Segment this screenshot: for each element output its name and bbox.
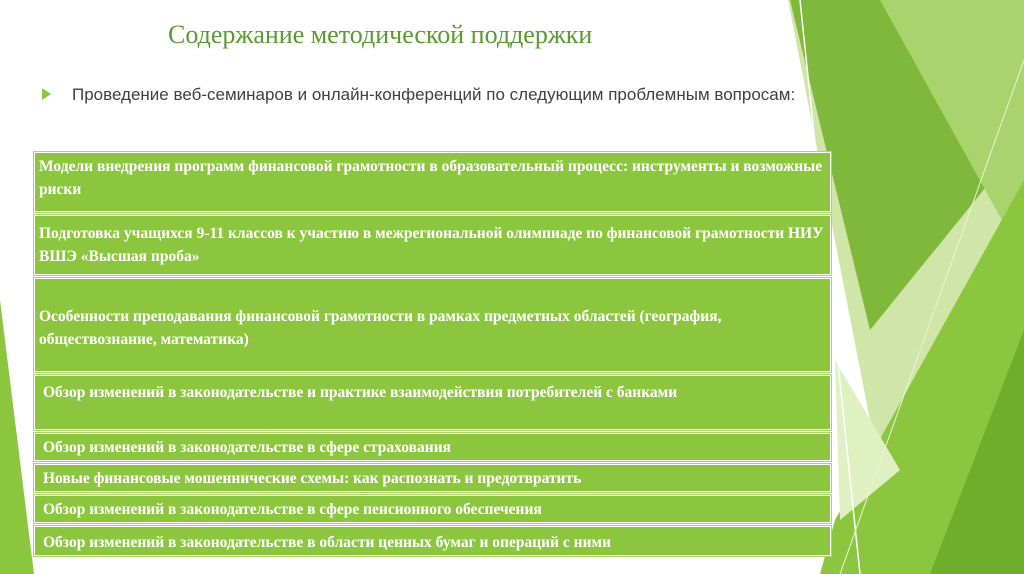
triangle-right-icon [42, 88, 51, 100]
left-accent-shape [0, 300, 34, 574]
topics-table [34, 152, 831, 559]
topic-row: Новые финансовые мошеннические схемы: как распознать и предотвратить [34, 464, 831, 492]
topic-row: Модели внедрения программ финансовой грамотности в образовательный процесс: инструменты и возможные риски [34, 152, 831, 212]
topic-row: Обзор изменений в законодательстве в сфере пенсионного обеспечения [34, 495, 831, 523]
bullet-text: Проведение веб-семинаров и онлайн-конференций по следующим проблемным вопросам: [72, 85, 796, 104]
topic-row: Особенности преподавания финансовой грамотности в рамках предметных областей (география, обществознание, математика) [34, 278, 831, 372]
topic-row: Обзор изменений в законодательстве в сфере страхования [34, 433, 831, 461]
topic-row: Обзор изменений в законодательстве и практике взаимодействия потребителей с банками [34, 375, 831, 430]
topic-row: Подготовка учащихся 9-11 классов к участию в межрегиональной олимпиаде по финансовой грамотности НИУ ВШЭ «Высшая проба» [34, 215, 831, 275]
slide-title: Содержание методической поддержки [168, 20, 593, 49]
topic-row: Обзор изменений в законодательстве в области ценных бумаг и операций с ними [34, 526, 831, 556]
